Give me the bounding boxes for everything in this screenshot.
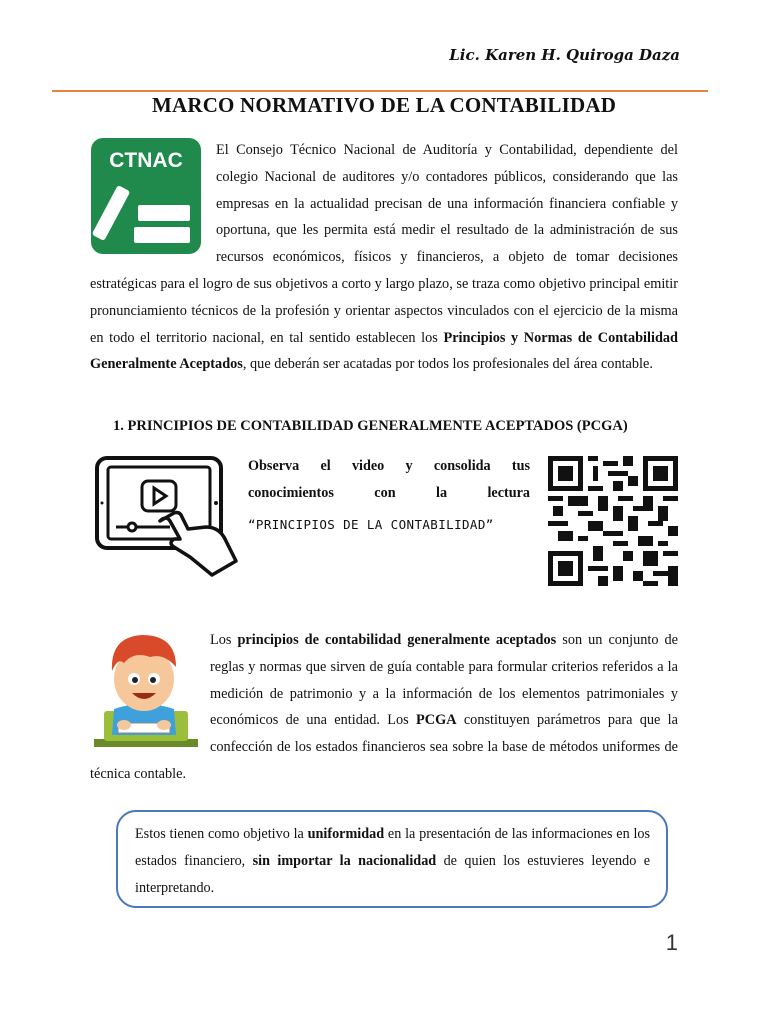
ctnac-logo xyxy=(90,137,216,265)
video-instruction: Observa el video y consolida tus conocimientos con la lectura xyxy=(248,458,530,501)
qr-code xyxy=(548,455,678,592)
page-number: 1 xyxy=(665,930,678,955)
logo-text: CTNAC xyxy=(109,149,183,172)
video-touch-icon xyxy=(94,455,242,584)
reading-title: “PRINCIPIOS DE LA CONTABILIDAD” xyxy=(248,517,494,532)
page-title: MARCO NORMATIVO DE LA CONTABILIDAD xyxy=(151,93,617,117)
header-rule xyxy=(52,90,708,92)
objective-callout xyxy=(116,810,668,908)
callout-text: Estos tienen como objetivo la uniformidad en la presentación de las informaciones en los estados financiero, sin importar la nacionalidad de quien los estuvieres leyendo e interpretando. xyxy=(135,826,651,896)
student-illustration xyxy=(90,627,210,759)
author-header: Lic. Karen H. Quiroga Daza xyxy=(449,46,680,64)
pcga-paragraph: Los principios de contabilidad generalmente aceptados son un conjunto de reglas y normas que sirven de guía contable para formular criterios referidos a la medición de patrimonio y a la información de los elementos patrimoniales y económicos de una entidad. Los PCGA constituyen parámetros para que la confección de los estados financieros sea sobre la base de métodos uniformes de técnica contable. xyxy=(90,627,678,788)
intro-paragraph: CTNAC El Consejo Técnico Nacional de Auditoría y Contabilidad, dependiente del colegio Nacional de auditores y/o contadores públicos, considerando que las empresas en la actualidad precisan de una información financiera confiable y oportuna, que les permita está medir el resultado de la administración de sus recursos económicos, físicos y financieros, a objeto de tomar decisiones estratégicas para el logro de sus objetivos a corto y largo plazo, se traza como objetivo principal emitir pronunciamiento técnicos de la profesión y orientar aspectos vinculados con el ejercicio de la misma en todo el territorio nacional, en tal sentido establecen los Principios y Normas de Contabilidad Generalmente Aceptados, que deberán ser acatadas por todos los profesionales del área contable. xyxy=(90,137,678,378)
section-heading-pcga: 1. PRINCIPIOS DE CONTABILIDAD GENERALMENTE ACEPTADOS (PCGA) xyxy=(113,418,628,434)
